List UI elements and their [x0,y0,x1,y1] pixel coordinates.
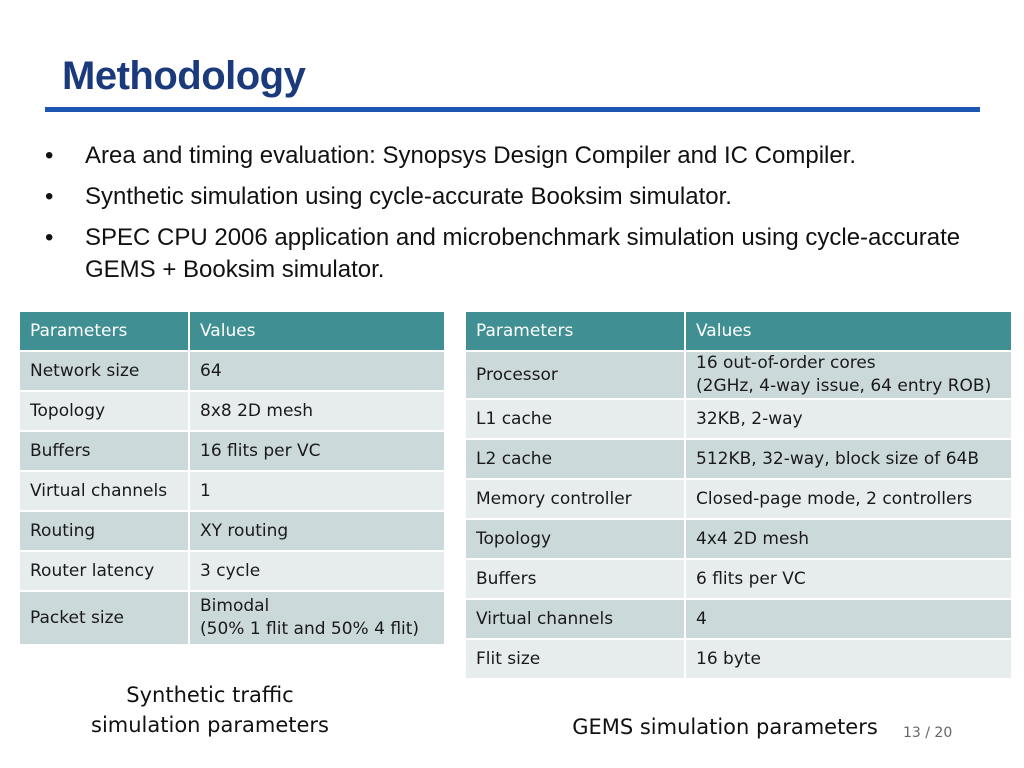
synthetic-table-caption [60,680,360,740]
bullet-text: Synthetic simulation using cycle-accurate Booksim simulator. [85,183,732,210]
caption-line: Synthetic traffic [126,683,294,707]
table-row [465,351,1012,399]
param-cell: Packet size [19,591,189,645]
bullet-glyph: • [45,224,54,251]
value-cell: 16 flits per VC [189,431,445,471]
table-row [19,551,445,591]
table-row [465,639,1012,679]
value-cell: 8x8 2D mesh [189,391,445,431]
param-cell: Network size [19,351,189,391]
table-header-row [465,311,1012,351]
param-cell: Processor [465,351,685,399]
table-row [19,471,445,511]
table-header-row [19,311,445,351]
bullet-item [45,222,1015,286]
title-underline [45,107,980,112]
bullet-item [45,181,1015,213]
caption-line: simulation parameters [91,713,329,737]
param-cell: Buffers [19,431,189,471]
table-row [465,599,1012,639]
value-cell: Closed-page mode, 2 controllers [685,479,1012,519]
table-row [465,519,1012,559]
param-cell: Memory controller [465,479,685,519]
param-cell: Topology [19,391,189,431]
table-row [19,511,445,551]
bullet-text: Area and timing evaluation: Synopsys Design Compiler and IC Compiler. [85,142,857,169]
param-cell: L2 cache [465,439,685,479]
table-row [465,399,1012,439]
table-row [19,431,445,471]
value-cell: 64 [189,351,445,391]
bullet-list [45,140,1015,295]
value-cell [685,351,1012,399]
value-line: 16 out-of-order cores [696,353,876,373]
value-cell: 32KB, 2-way [685,399,1012,439]
param-cell: Buffers [465,559,685,599]
header-values: Values [685,311,1012,351]
param-cell: Flit size [465,639,685,679]
param-cell: Virtual channels [19,471,189,511]
value-cell: XY routing [189,511,445,551]
param-cell: Topology [465,519,685,559]
bullet-item [45,140,1015,172]
value-line: Bimodal [200,596,270,616]
param-cell: Router latency [19,551,189,591]
header-parameters: Parameters [19,311,189,351]
value-cell: 16 byte [685,639,1012,679]
param-cell: Virtual channels [465,599,685,639]
table-row [19,391,445,431]
bullet-text: SPEC CPU 2006 application and microbenchmark simulation using cycle-accurate GEMS + Booksim simulator. [85,224,961,283]
bullet-glyph: • [45,183,54,210]
param-cell: Routing [19,511,189,551]
param-cell: L1 cache [465,399,685,439]
bullet-glyph: • [45,142,54,169]
value-cell: 6 flits per VC [685,559,1012,599]
value-cell [189,591,445,645]
table-row [465,439,1012,479]
table-row [465,479,1012,519]
value-line: (50% 1 flit and 50% 4 flit) [200,619,420,639]
value-cell: 4 [685,599,1012,639]
header-parameters: Parameters [465,311,685,351]
value-line: (2GHz, 4-way issue, 64 entry ROB) [696,376,992,396]
value-cell: 1 [189,471,445,511]
value-cell: 4x4 2D mesh [685,519,1012,559]
table-row [465,559,1012,599]
value-cell: 512KB, 32-way, block size of 64B [685,439,1012,479]
header-values: Values [189,311,445,351]
table-row [19,351,445,391]
table-row [19,591,445,645]
synthetic-params-table [18,310,446,646]
gems-table-caption: GEMS simulation parameters [572,715,878,739]
value-cell: 3 cycle [189,551,445,591]
gems-params-table [464,310,1013,680]
page-number: 13 / 20 [903,725,953,741]
slide-title: Methodology [62,54,306,98]
